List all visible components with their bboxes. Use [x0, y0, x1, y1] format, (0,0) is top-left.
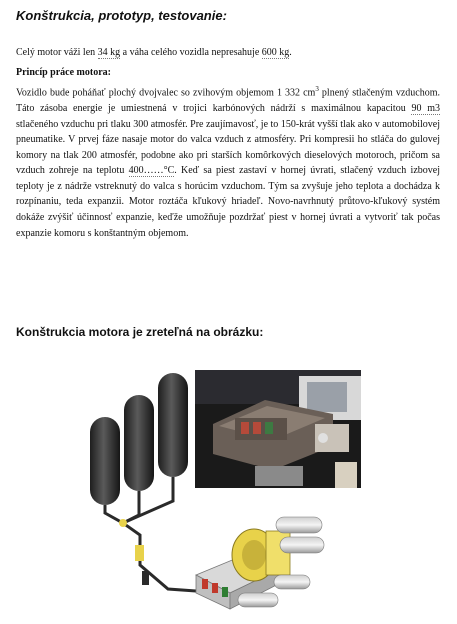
cubic-superscript: 3	[315, 85, 319, 93]
flywheel-housing	[232, 529, 290, 581]
page-heading: Konštrukcia, prototyp, testovanie:	[16, 8, 227, 23]
intro-paragraph	[16, 45, 440, 61]
air-tank-3	[158, 373, 188, 477]
engine-photo	[195, 370, 361, 488]
valve-yellow	[135, 545, 144, 561]
air-tank-2	[124, 395, 154, 491]
intro-text-1: Celý motor váži len	[16, 47, 98, 58]
principle-text-2: plnený stlačeným vzduchom. Táto zásoba energie je umiestnená v trojici karbónových nádrží s maximálnou kapacitou	[16, 87, 440, 114]
section-heading: Konštrukcia motora je zreteľná na obrázku:	[16, 325, 264, 339]
valve-dark	[142, 571, 149, 585]
air-tank-1	[90, 417, 120, 505]
principle-text-1: Vozidlo bude poháňať plochý dvojvalec so zvihovým objemom 1 332 cm	[16, 87, 316, 99]
vehicle-weight: 600 kg	[261, 47, 290, 58]
principle-text-4: . Keď sa piest zastaví v hornej úvrati, stlačený vzduch izbovej teploty je z nádrže vstreknutý do valca s horúcim vzduchom. Tým sa zvyšuje jeho teplota a dochádza k rozpínaniu, teda expanzii. Motor roztáča kľukový hriadeľ. Novo-navrhnutý průtovo-kľukový systém dokáže zvýšiť účinnosť expanzie, keďže umožňuje pozdržať piest v hornej úvrati a vytvoriť tak počas expanzie komoru s konštantným objemom.	[16, 165, 440, 239]
intro-text-2: a váha celého vozidla nepresahuje	[120, 47, 262, 58]
principle-title: Princíp práce motora:	[16, 67, 111, 78]
pipe-junction	[119, 519, 127, 527]
principle-paragraph	[16, 82, 440, 241]
intro-text-3: .	[289, 47, 292, 58]
engine-weight: 34 kg	[97, 47, 121, 58]
air-temperature: 400……°C	[128, 165, 175, 177]
principle-text-3: stlačeného vzduchu pri tlaku 300 atmosfér. Pre zaujímavosť, je to 150-krát vyšší tlak ako v automobilovej pneumatike. V prvej fáze nasaje motor do valca vzduch z atmosféry. Pri kompresii ho stláča do gulovej komory na tlak 200 atmosfér, podobne ako pri starších komôrkových dieselových motoroch, pričom sa vzduch zohreje na teplotu	[16, 118, 440, 177]
tank-capacity: 90 m3	[411, 102, 440, 114]
